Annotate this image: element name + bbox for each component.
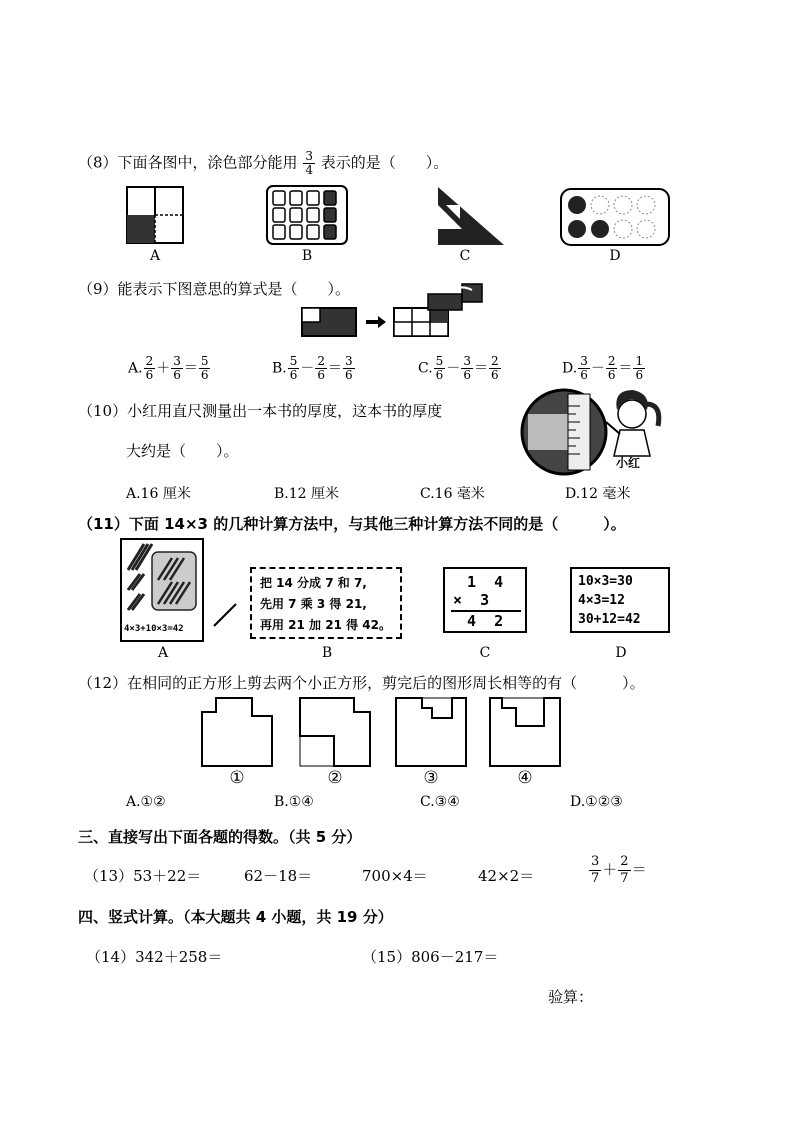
q9-frac-den: 6 [173,368,181,382]
q13-item-2: 62－18＝ [244,867,313,885]
q8-label-b: B [301,248,313,264]
q12-option-b: B.①④ [274,794,314,810]
q9-option-a [128,355,211,382]
q11-figure-a [120,538,204,642]
q10-option-a: A.16 厘米 [126,486,191,502]
q9-opt-letter: B. [272,360,287,377]
q9-frac-num: 1 [635,354,644,368]
q9-op: － [446,360,461,377]
q11-c-mid: × 3 [453,591,490,609]
q10-girl-name: 小红 [616,456,641,470]
q9-frac-num: 5 [289,354,298,368]
q8-figure-b [266,185,348,245]
q9-frac-num: 5 [200,354,209,368]
q12-figure-3 [394,696,468,768]
q12-label-3: ③ [423,768,439,788]
q9-frac-den: 6 [435,368,444,382]
q8-question [78,150,448,177]
q9-frac [144,355,156,382]
q13-item-1: （13）53＋22＝ [84,867,202,885]
q8-label-c: C [459,248,471,264]
q9-frac [633,355,645,382]
q10-ruler-illustration [520,388,670,478]
q9-frac-num: 3 [345,354,353,368]
q12-label-1: ① [229,768,245,788]
q11-sticks-drawing [122,540,202,620]
q10-option-b: B.12 厘米 [274,486,340,502]
q11-label-b: B [321,645,333,661]
q12-figure-4 [488,696,562,768]
q8-prefix: （8）下面各图中，涂色部分能用 [78,153,298,172]
q13-frac-a-num: 3 [591,854,600,869]
q8-label-d: D [609,248,621,264]
q11-label-c: C [479,645,491,661]
q11-question: （11）下面 14×3 的几种计算方法中，与其他三种计算方法不同的是（ ）。 [78,515,626,533]
q12-option-a: A.①② [126,794,166,810]
q8-label-a: A [149,248,161,264]
q9-opt-letter: D. [562,360,578,377]
q9-frac-den: 6 [635,368,644,382]
q8-frac-num: 3 [305,149,313,163]
q9-frac [489,355,501,382]
q11-c-top: 1 4 [467,573,504,591]
q9-frac-den: 6 [490,368,499,382]
q11-b-line2: 先用 7 乘 3 得 21, [260,597,367,611]
q11-label-d: D [615,645,627,661]
q9-frac [434,355,446,382]
q13-plus: ＋ [602,860,618,879]
q9-frac [578,355,590,382]
q12-label-4: ④ [517,768,533,788]
q8-figure-c [436,185,506,247]
q9-eq: ＝ [328,360,343,377]
q9-frac-den: 6 [607,368,616,382]
q9-frac-num: 2 [490,354,499,368]
q9-opt-letter: A. [128,360,143,377]
q13-item-3: 700×4＝ [362,867,428,885]
q9-frac [461,355,473,382]
q9-op: － [590,360,605,377]
q9-frac [288,355,300,382]
q12-question: （12）在相同的正方形上剪去两个小正方形，剪完后的图形周长相等的有（ ）。 [78,674,645,692]
q10-option-c: C.16 毫米 [420,486,485,502]
q10-question-line1: （10）小红用直尺测量出一本书的厚度，这本书的厚度 [78,402,443,420]
q13-frac-a-den: 7 [591,871,600,886]
q8-fraction [303,150,315,177]
q9-frac-num: 3 [580,354,588,368]
q9-eq: ＝ [618,360,633,377]
q8-figure-d [560,188,670,246]
section4-title: 四、竖式计算。（本大题共 4 小题，共 19 分） [78,908,393,926]
q9-frac-den: 6 [289,368,298,382]
q9-option-c [418,355,502,382]
q11-figure-b [250,567,402,639]
check-label: 验算： [548,988,594,1006]
q11-a-caption: 4×3+10×3=42 [124,624,184,634]
q12-figure-1 [200,696,274,768]
q8-frac-den: 4 [305,163,313,177]
q10-question-line2: 大约是（ ）。 [126,442,239,460]
q13-frac-b-num: 2 [620,854,629,869]
q9-op: － [300,360,315,377]
q13-frac-b [618,854,630,887]
q9-eq: ＝ [183,360,198,377]
q9-frac-den: 6 [145,368,154,382]
section3-title: 三、直接写出下面各题的得数。（共 5 分） [78,828,362,846]
q9-op: ＋ [156,360,171,377]
q11-figure-c [443,567,527,633]
q9-frac-den: 6 [580,368,588,382]
q9-frac [315,355,327,382]
q12-option-d: D.①②③ [570,794,623,810]
q9-eq: ＝ [473,360,488,377]
q9-frac-den: 6 [345,368,353,382]
q12-label-2: ② [327,768,343,788]
q8-figure-a [126,186,184,244]
q9-frac [606,355,618,382]
q9-frac-num: 2 [145,354,154,368]
q9-frac-num: 3 [463,354,471,368]
q11-figure-d [570,567,670,633]
q11-d-line2: 4×3=12 [578,593,625,608]
q9-frac-num: 3 [173,354,181,368]
q9-frac-num: 2 [317,354,326,368]
q11-b-line3: 再用 21 加 21 得 42。 [260,618,391,632]
q9-question: （9）能表示下图意思的算式是（ ）。 [78,280,351,298]
q12-figure-2 [298,696,372,768]
q13-item-4: 42×2＝ [478,867,535,885]
q11-d-line3: 30+12=42 [578,612,641,627]
q9-option-b [272,355,356,382]
q9-frac-den: 6 [200,368,209,382]
q13-eq: ＝ [631,860,647,879]
q9-option-d [562,355,646,382]
q11-d-line1: 10×3=30 [578,574,633,589]
q8-suffix: 表示的是（ ）。 [320,153,449,172]
q15-item: （15）806－217＝ [362,948,499,966]
q9-frac-num: 5 [435,354,444,368]
q13-frac-a [589,854,601,887]
q9-figure [300,282,490,340]
q9-frac [343,355,355,382]
q11-pencil [210,600,240,630]
q11-label-a: A [157,645,169,661]
q9-opt-letter: C. [418,360,433,377]
q9-frac [171,355,183,382]
q9-frac [199,355,211,382]
q9-frac-den: 6 [463,368,471,382]
q14-item: （14）342＋258＝ [86,948,223,966]
q11-b-line1: 把 14 分成 7 和 7, [260,576,367,590]
q12-option-c: C.③④ [420,794,460,810]
q10-option-d: D.12 毫米 [565,486,631,502]
q9-frac-num: 2 [607,354,616,368]
q13-frac-b-den: 7 [620,871,629,886]
q13-item-5 [588,854,647,887]
q9-frac-den: 6 [317,368,326,382]
q11-c-bot: 4 2 [467,612,504,630]
